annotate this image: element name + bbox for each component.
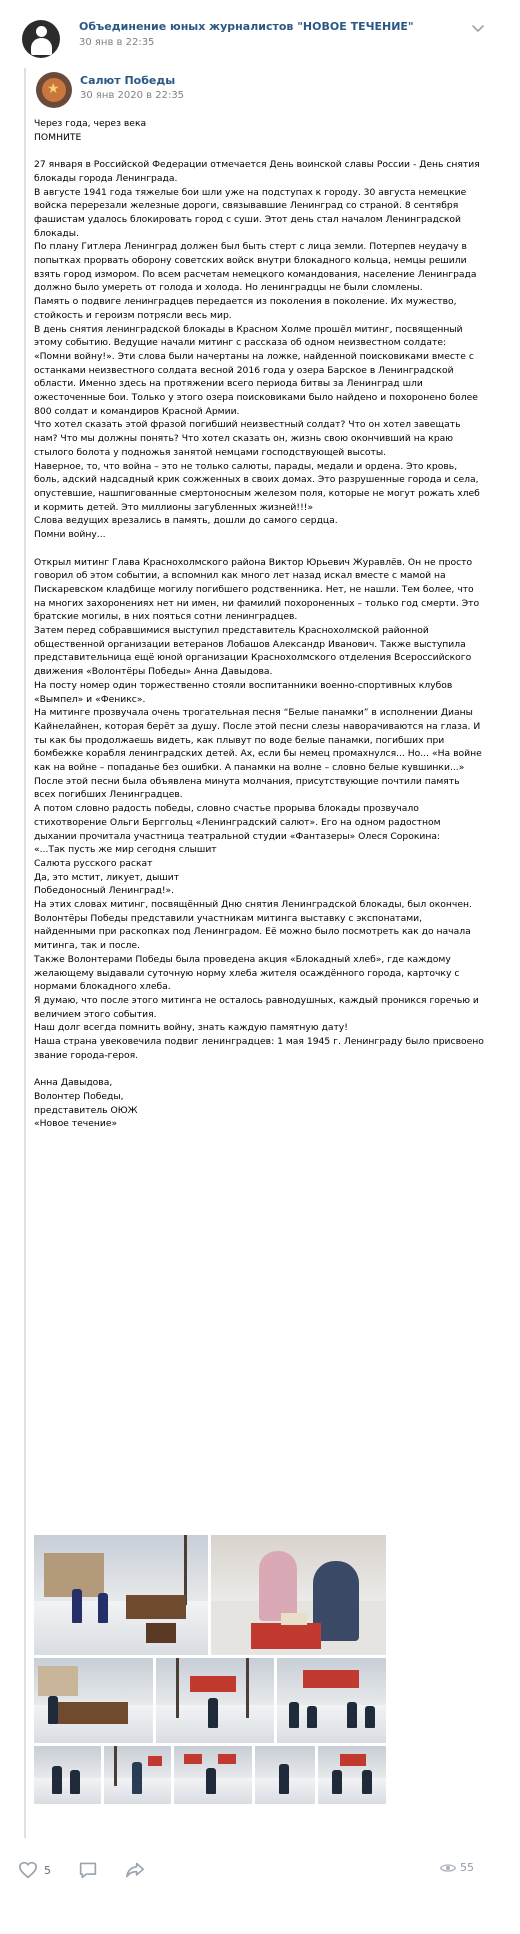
post-paragraph: Наверное, то, что война – это не только салюты, парады, медали и ордена. Это кровь, боль, адский надсадный крик сожженных в своих домах. Это разрушенные города и села, опустевшие, нашпигованные смертоносным железом поля, которые не могут рожать хлеб и кормить детей. Это миллионы загубленных жизней!!!» [34, 460, 483, 513]
photo-speaker-small[interactable] [255, 1746, 315, 1804]
comment-icon [78, 1861, 98, 1879]
post-paragraph: Волонтёры Победы представили участникам митинга выставку с экспонатами, найденными при раскопках под Ленинградом. Её можно было посмотреть как до начала митинга, так и после. [34, 912, 474, 952]
views-counter [440, 1861, 474, 1874]
post-paragraph [34, 542, 484, 556]
like-button[interactable] [18, 1860, 51, 1880]
photo-rally-crowd[interactable] [277, 1658, 386, 1743]
post-paragraph: В августе 1941 года тяжелые бои шли уже на подступах к городу. 30 августа немецкие войска перерезали железные дороги, связывавшие Ленинград со страной. 8 сентября фашистам удалось блокировать город с суши. Этот день стал началом Ленинградской блокады. [34, 186, 470, 239]
comment-button[interactable] [78, 1860, 98, 1880]
post-paragraph: Что хотел сказать этой фразой погибший неизвестный солдат? Что он хотел завещать нам? Что мы должны понять? Что хотел сказать он, жизнь свою окончивший на краю стылого болота у подножья занятой немцами господствующей высоты. [34, 419, 464, 458]
post-paragraph: А потом словно радость победы, словно счастье прорыва блокады прозвучало стихотворение Ольги Берггольц «Ленинградский салют». Его на одном радостном дыхании прочитала участница театральной студии «Фантазеры» Олеся Сорокина: [34, 803, 444, 842]
repost-indent-line [24, 68, 26, 1838]
post-paragraph: Затем перед собравшимися выступил представитель Краснохолмской районной общественной организации ветеранов Лобашов Александр Иванович. Также выступила представительница ещё юной организации Краснохолмского отделения Всероссийского движения «Волонтёры Победы» Анна Давыдова. [34, 625, 475, 678]
post-paragraph: Через года, через века ПОМНИТЕ [34, 118, 147, 143]
chevron-down-icon[interactable] [470, 20, 486, 36]
share-button[interactable] [124, 1860, 146, 1880]
post-text [34, 117, 487, 1131]
post-paragraph: Открыл митинг Глава Краснохолмского района Виктор Юрьевич Журавлёв. Он не просто говорил об этом событии, а вспомнил как много лет назад искал вместе с мамой на Пискаревском кладбище могилу погибшего родственника. Нет, не нашли. Тем более, что на многих захоронениях нет ни имен, ни фамилий похороненных – только год смерти. Это братские могилы, в них пояться сотни ленинградцев. [34, 556, 483, 623]
post-paragraph: На этих словах митинг, посвящённый Дню снятия Ленинградской блокады, был окончен. [34, 899, 472, 911]
eye-icon [440, 1862, 456, 1874]
post-paragraph: Наша страна увековечила подвиг ленинградцев: 1 мая 1945 г. Ленинграду было присвоено звание города-героя. [34, 1036, 487, 1061]
post-paragraph: На посту номер один торжественно стояли воспитанники военно-спортивных клубов «Вымпел» и «Феникс». [34, 679, 456, 705]
post-header [0, 0, 520, 60]
post-paragraph: Анна Давыдова, Волонтер Победы, представитель ОЮЖ «Новое течение» [34, 1077, 138, 1130]
post-paragraph [34, 1063, 484, 1077]
photo-flags-small-1[interactable] [34, 1746, 101, 1804]
post-paragraph: Помни войну... [34, 529, 106, 541]
like-count: 5 [44, 1863, 51, 1877]
post-paragraph: 27 января в Российской Федерации отмечается День воинской славы России - День снятия блокады города Ленинграда. [34, 159, 483, 184]
group-avatar[interactable] [22, 20, 60, 58]
repost-author-avatar[interactable]: ★ [36, 72, 72, 108]
post-paragraph: На митинге прозвучала очень трогательная песня “Белые панамки” в исполнении Дианы Кайнелайнен, которая берёт за душу. После этой песни слезы наворачиваются на глаза. И ты как бы продолжаешь видеть, как плывут по воде белые панамки, погибших при бомбежке корабля ленинградских детей. Ах, если бы немец промахнулся... Но... «На войне как на войне – попаданье без ошибки. А панамки на волне – словно белые кувшинки...» [34, 707, 485, 774]
post-paragraph [34, 144, 484, 158]
photo-volunteers-exhibition[interactable] [34, 1535, 208, 1655]
post-paragraph: В день снятия ленинградской блокады в Красном Холме прошёл митинг, посвященный этому событию. Ведущие начали митинг с рассказа об одном неизвестном солдате: [34, 323, 466, 349]
post-paragraph: Также Волонтерами Победы была проведена акция «Блокадный хлеб», где каждому желающему выдавали суточную норму хлеба жителя осаждённого города, карточку с нормами блокадного хлеба. [34, 953, 463, 993]
post-paragraph: «Помни войну!». Эти слова были начертаны на ложке, найденной поисковиками вместе с останками неизвестного солдата весной 2016 года у озера Барское в Ленинградской области. Именно здесь на протяжении всего периода битвы за Ленинград шли ожесточенные бои. Только у этого озера поисковиками было найдено и похоронено более 800 солдат и командиров Красной Армии. [34, 350, 481, 417]
heart-icon [18, 1861, 38, 1879]
photo-gallery [34, 1535, 486, 1823]
photo-honor-guard[interactable] [104, 1746, 171, 1804]
post-paragraph: Память о подвиге ленинградцев передается из поколения в поколение. Их мужество, стойкость и героизм потрясли весь мир. [34, 296, 460, 321]
post-paragraph: «...Так пусть же мир сегодня слышит Салюта русского раскат Да, это мстит, ликует, дышит Победоносный Ленинград!». [34, 844, 217, 897]
photo-rally-speaker[interactable] [156, 1658, 274, 1743]
repost-author-link[interactable]: Салют Победы [80, 74, 176, 87]
photo-flags-small-2[interactable] [174, 1746, 252, 1804]
post-timestamp[interactable]: 30 янв в 22:35 [79, 37, 155, 48]
post-paragraph: После этой песни была объявлена минута молчания, присутствующие почтили память всех погибших Ленинградцев. [34, 775, 463, 801]
photo-museum-exhibit-table[interactable] [34, 1658, 153, 1743]
post-paragraph: Наш долг всегда помнить войну, знать каждую памятную дату! [34, 1022, 348, 1034]
share-icon [124, 1861, 146, 1879]
group-name-link[interactable]: Объединение юных журналистов "НОВОЕ ТЕЧЕНИЕ" [79, 20, 414, 33]
post-paragraph: Я думаю, что после этого митинга не осталось равнодушных, каждый проникся горечью и величием этого события. [34, 995, 482, 1020]
views-count: 55 [460, 1861, 474, 1874]
photo-schoolgirl-with-bread[interactable] [211, 1535, 386, 1655]
post-paragraph: Слова ведущих врезались в память, дошли до самого сердца. [34, 515, 338, 527]
post-paragraph: По плану Гитлера Ленинград должен был быть стерт с лица земли. Потерпев неудачу в попытках прорвать оборону советских войск внутри блокадного кольца, немцы решили взять город измором. По всем расчетам немецкого командования, население Ленинграда должно было умереть от голода и холода. Но ленинградцы не были сломлены. [34, 241, 480, 294]
photo-rally-small[interactable] [318, 1746, 386, 1804]
repost-timestamp[interactable]: 30 янв 2020 в 22:35 [80, 90, 185, 101]
